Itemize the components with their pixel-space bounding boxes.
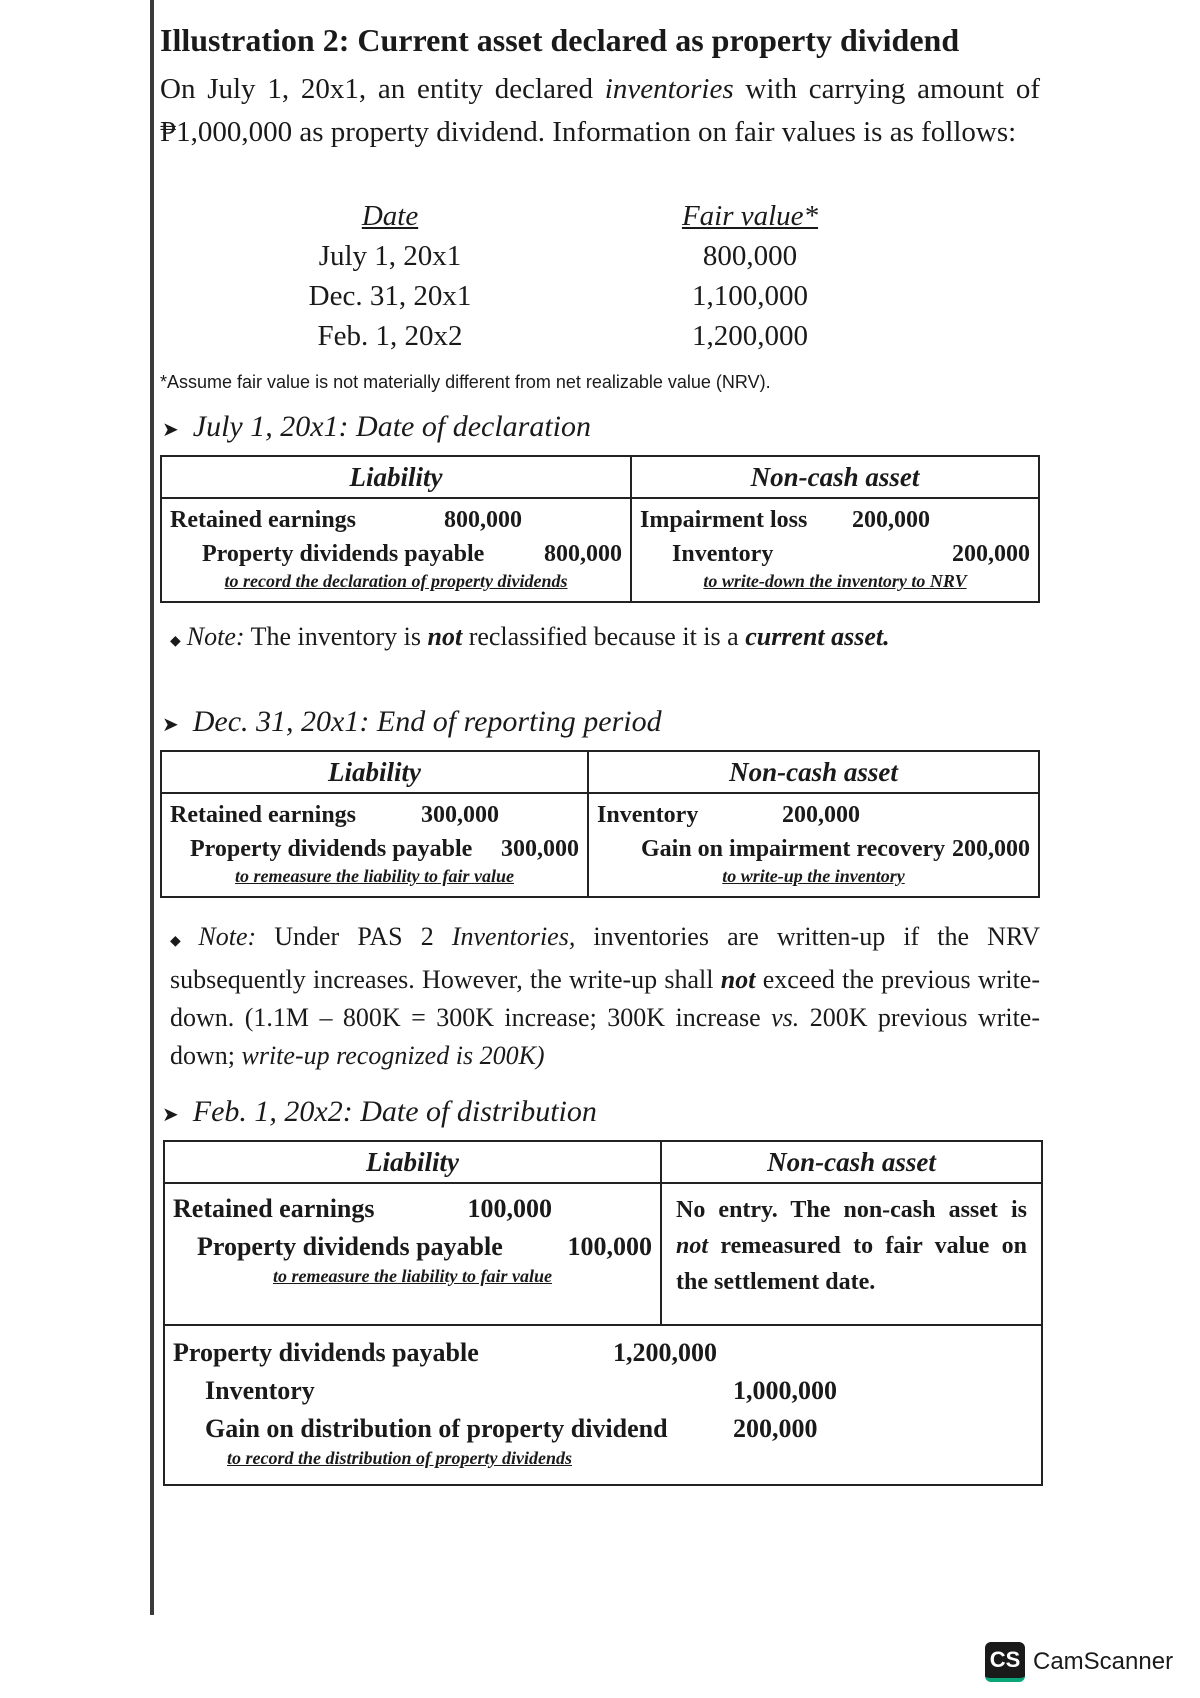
asset-header: Non-cash asset bbox=[661, 1141, 1042, 1183]
liability-header: Liability bbox=[164, 1141, 661, 1183]
illustration-title: Illustration 2: Current asset declared as property dividend bbox=[160, 22, 960, 58]
journal-table-end-of-period bbox=[160, 750, 1040, 898]
section-heading-distribution: ➤ Feb. 1, 20x2: Date of distribution bbox=[162, 1095, 597, 1128]
liability-entry: Retained earnings 300,000 Property dividends payable 300,000 to remeasure the liability to fair value bbox=[161, 793, 588, 897]
note-inventory-not-reclassified: ◆ Note: The inventory is not reclassified because it is a current asset. bbox=[170, 622, 890, 651]
camscanner-logo-icon: CS bbox=[985, 1642, 1025, 1682]
liability-header: Liability bbox=[161, 751, 588, 793]
note-pas2-write-up: ◆ Note: Under PAS 2 Inventories, inventories are written-up if the NRV subsequently increases. However, the write-up shall not exceed the previous write-down. (1.1M – 800K = 300K increase; 300K increase vs. 200K previous write-down; write-up recognized is 200K) bbox=[170, 922, 1041, 1070]
asset-header: Non-cash asset bbox=[588, 751, 1039, 793]
arrow-bullet-icon: ➤ bbox=[162, 1104, 179, 1126]
binding-margin-line bbox=[150, 0, 154, 1615]
arrow-bullet-icon: ➤ bbox=[162, 714, 179, 736]
intro-paragraph: On July 1, 20x1, an entity declared inventories with carrying amount of ₱1,000,000 as property dividend. Information on fair values is as follows: bbox=[160, 73, 1040, 148]
liability-entry: Retained earnings 800,000 Property dividends payable 800,000 to record the declaration of property dividends bbox=[161, 498, 631, 602]
liability-entry: Retained earnings 100,000 Property dividends payable 100,000 to remeasure the liability to fair value bbox=[164, 1183, 661, 1325]
liability-header: Liability bbox=[161, 456, 631, 498]
journal-table-declaration bbox=[160, 455, 1040, 603]
fair-value-date-header: Date bbox=[361, 199, 419, 232]
fair-value-row: Feb. 1, 20x2 1,200,000 bbox=[317, 319, 808, 352]
section-heading-declaration: ➤ July 1, 20x1: Date of declaration bbox=[162, 410, 591, 443]
distribution-entry: Property dividends payable 1,200,000 Inventory 1,000,000 Gain on distribution of property dividend 200,000 to record the distribution of property dividends bbox=[164, 1325, 1042, 1485]
fair-value-footnote: *Assume fair value is not materially different from net realizable value (NRV). bbox=[160, 372, 771, 392]
fair-value-value-header: Fair value* bbox=[681, 199, 819, 232]
asset-entry: Impairment loss 200,000 Inventory 200,000 to write-down the inventory to NRV bbox=[631, 498, 1039, 602]
asset-no-entry: No entry. The non-cash asset is not remeasured to fair value on the settlement date. bbox=[661, 1183, 1042, 1325]
fair-value-table bbox=[290, 196, 850, 356]
asset-entry: Inventory 200,000 Gain on impairment recovery 200,000 to write-up the inventory bbox=[588, 793, 1039, 897]
fair-value-row: Dec. 31, 20x1 1,100,000 bbox=[308, 279, 808, 312]
journal-table-distribution bbox=[163, 1140, 1043, 1486]
camscanner-watermark: CS CamScanner bbox=[985, 1642, 1173, 1682]
asset-header: Non-cash asset bbox=[631, 456, 1039, 498]
section-heading-end-of-period: ➤ Dec. 31, 20x1: End of reporting period bbox=[162, 705, 662, 738]
arrow-bullet-icon: ➤ bbox=[162, 419, 179, 441]
fair-value-row: July 1, 20x1 800,000 bbox=[318, 239, 798, 272]
